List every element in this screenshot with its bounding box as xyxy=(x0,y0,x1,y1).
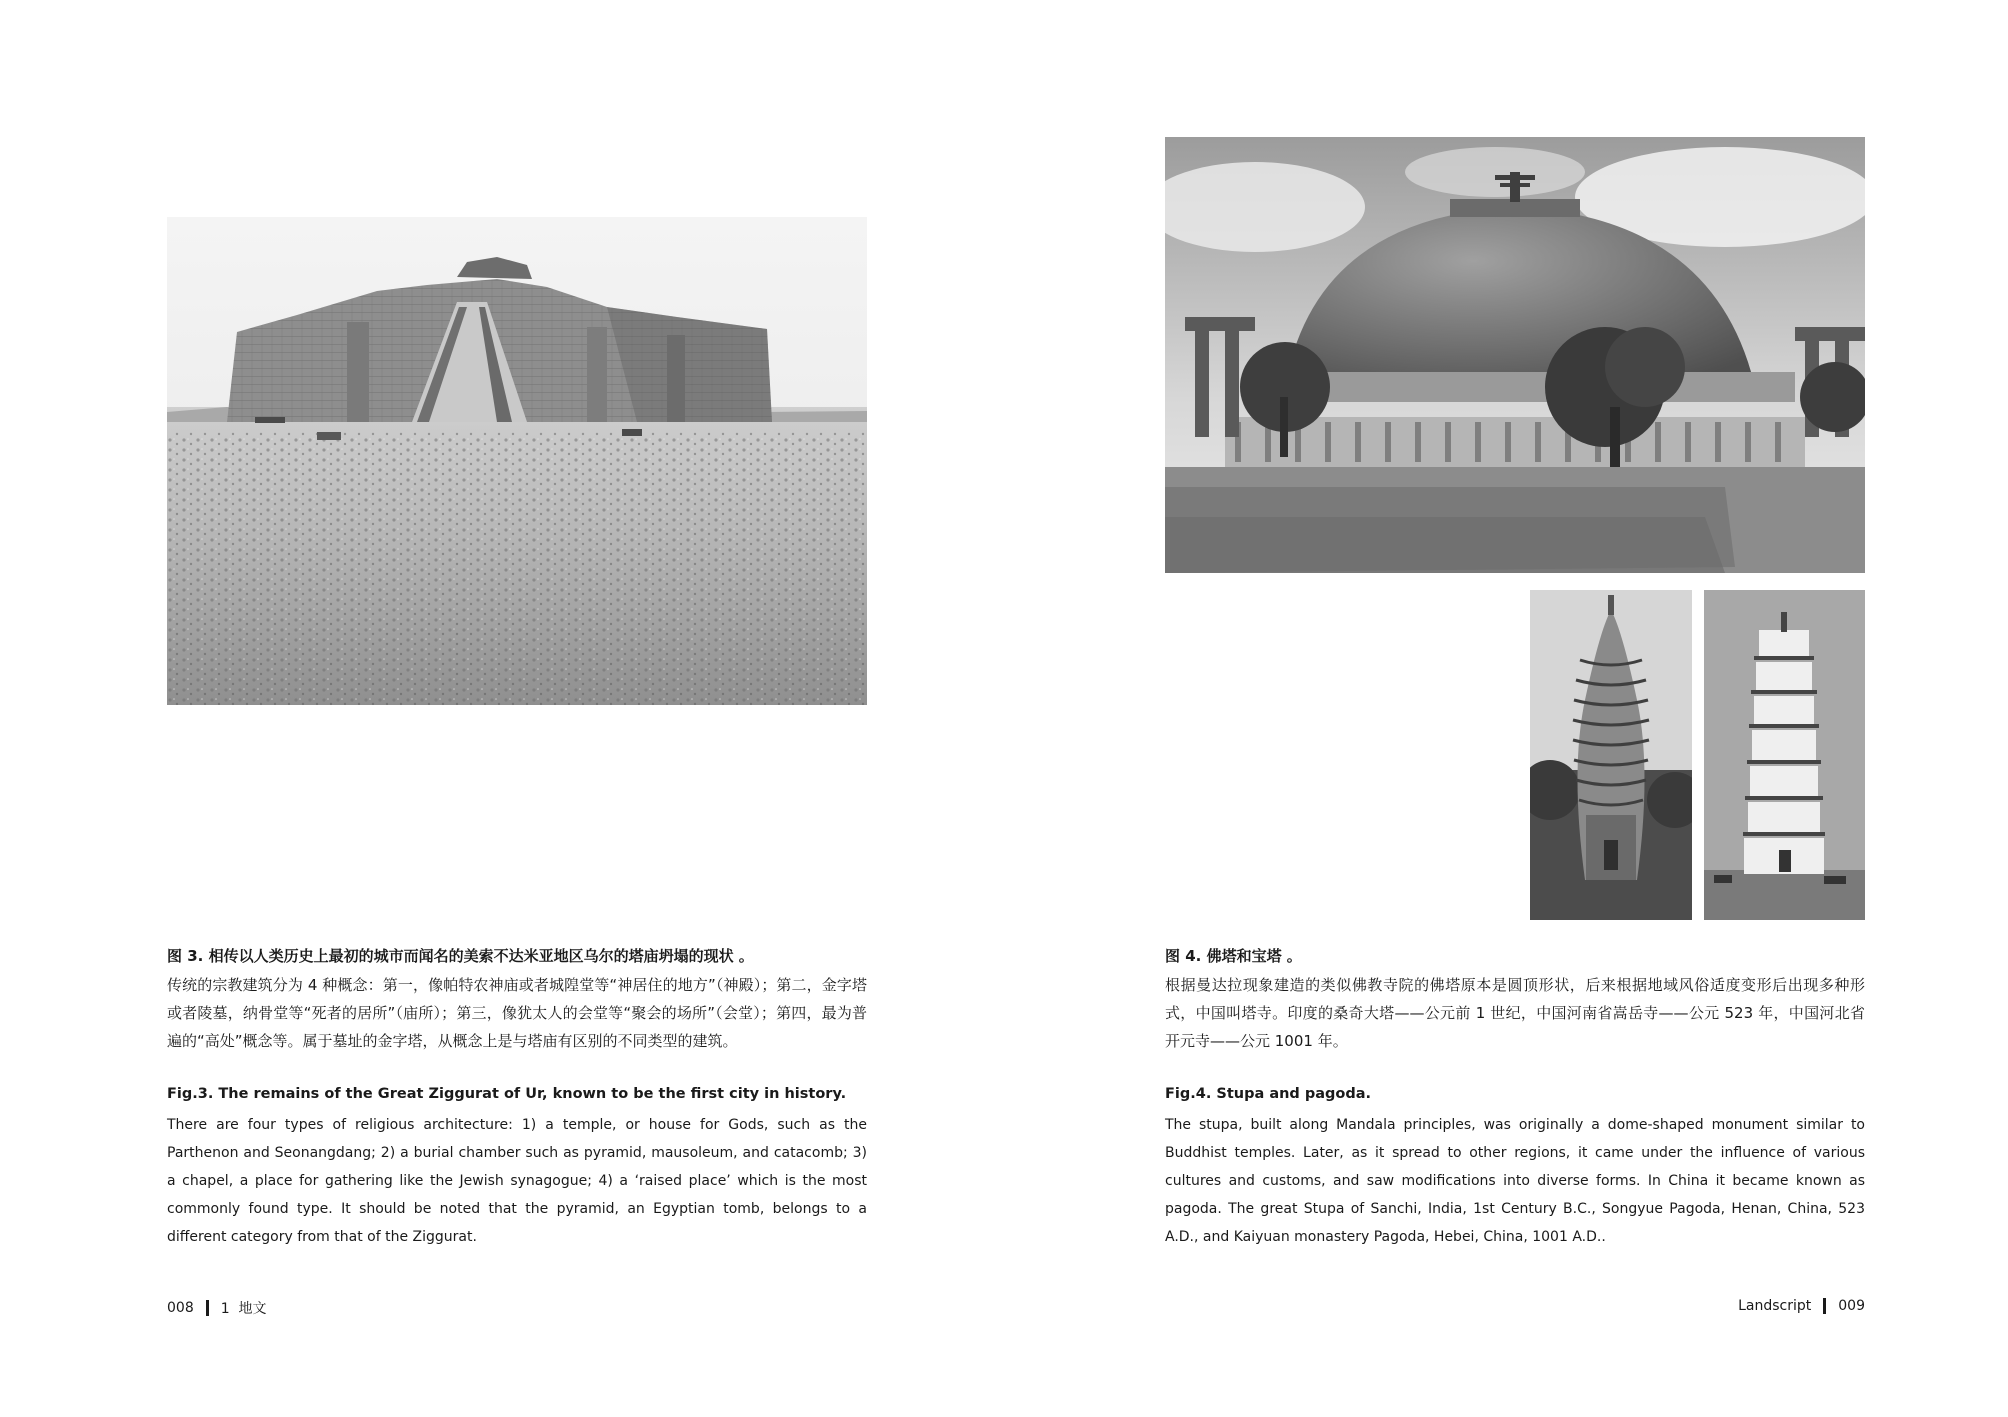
page-number: 008 xyxy=(167,1300,194,1316)
caption-cn-title: 图 3. 相传以人类历史上最初的城市而闻名的美索不达米亚地区乌尔的塔庙坍塌的现状 。 xyxy=(167,947,754,965)
section-name: Landscript xyxy=(1738,1298,1812,1314)
folio-divider xyxy=(206,1300,209,1316)
page-number: 009 xyxy=(1838,1298,1865,1314)
caption-cn-body: 传统的宗教建筑分为 4 种概念：第一，像帕特农神庙或者城隍堂等“神居住的地方”（神殿）；第二，金字塔或者陵墓，纳骨堂等“死者的居所”（庙所）；第三，像犹太人的会堂等“聚会的场所”（会堂）；第四，最为普遍的“高处”概念等。属于墓址的金字塔，从概念上是与塔庙有区别的不同类型的建筑。 xyxy=(167,976,867,1050)
folio-divider xyxy=(1823,1298,1826,1314)
right-folio xyxy=(1738,1298,1865,1314)
caption-en-body: There are four types of religious architecture: 1) a temple, or house for Gods, such as the Parthenon and Seonangdang; 2) a burial chamber such as pyramid, mausoleum, and catacomb; 3) a chapel, a place for gathering like the Jewish synagogue; 4) a ‘raised place’ which is the most commonly found type. It should be noted that the pyramid, an Egyptian tomb, belongs to a different category from that of the Ziggurat. xyxy=(167,1117,867,1245)
left-folio xyxy=(167,1298,267,1318)
caption-en-body: The stupa, built along Mandala principles, was originally a dome-shaped monument similar to Buddhist temples. Later, as it spread to other regions, it came under the influence of various cultures and customs, and saw modifications into diverse forms. In China it became known as pagoda. The great Stupa of Sanchi, India, 1st Century B.C., Songyue Pagoda, Henan, China, 523 A.D., and Kaiyuan monastery Pagoda, Hebei, China, 1001 A.D.. xyxy=(1165,1117,1865,1245)
songyue-pagoda-photo xyxy=(1530,590,1692,920)
kaiyuan-pagoda-photo xyxy=(1704,590,1865,920)
caption-en-title: Fig.4. Stupa and pagoda. xyxy=(1165,1086,1372,1102)
figure-3-caption xyxy=(167,945,867,1251)
caption-en-title: Fig.3. The remains of the Great Ziggurat of Ur, known to be the first city in history. xyxy=(167,1086,847,1102)
caption-cn-title: 图 4. 佛塔和宝塔 。 xyxy=(1165,947,1302,965)
section-name: 1 地文 xyxy=(220,1301,267,1317)
ziggurat-photo xyxy=(167,217,867,705)
stupa-photo xyxy=(1165,137,1865,573)
figure-4-caption xyxy=(1165,945,1865,1251)
caption-cn-body: 根据曼达拉现象建造的类似佛教寺院的佛塔原本是圆顶形状，后来根据地域风俗适度变形后出现多种形式，中国叫塔寺。印度的桑奇大塔——公元前 1 世纪，中国河南省嵩岳寺——公元 523 年，中国河北省开元寺——公元 1001 年。 xyxy=(1165,976,1865,1050)
right-page xyxy=(1004,0,2008,1417)
